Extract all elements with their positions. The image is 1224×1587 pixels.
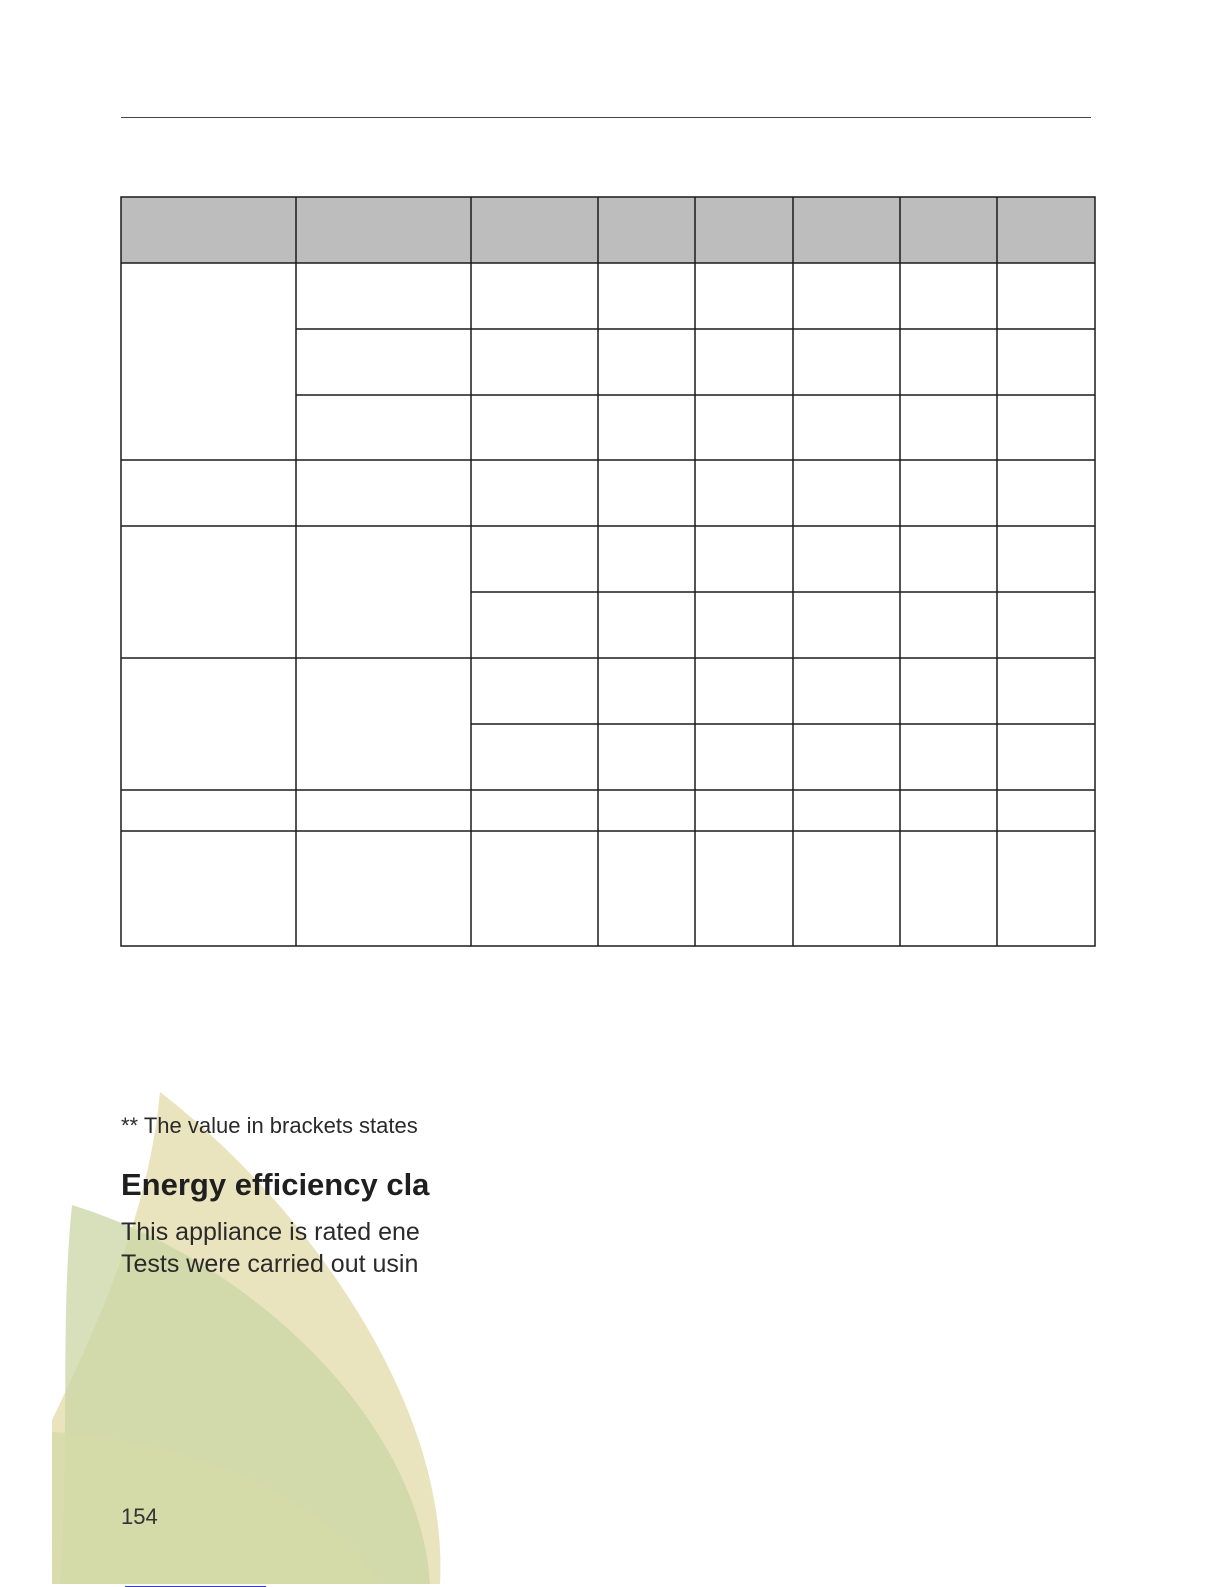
page-number: 154 <box>121 1504 158 1529</box>
footnote: ** The value in brackets states <box>121 1113 418 1138</box>
body-line-1: This appliance is rated ene <box>121 1218 420 1246</box>
table-header-row <box>121 197 1095 263</box>
section-heading: Energy efficiency cla <box>121 1167 430 1202</box>
body-line-2: Tests were carried out usin <box>121 1250 419 1278</box>
table-grid-lines <box>121 197 1095 946</box>
